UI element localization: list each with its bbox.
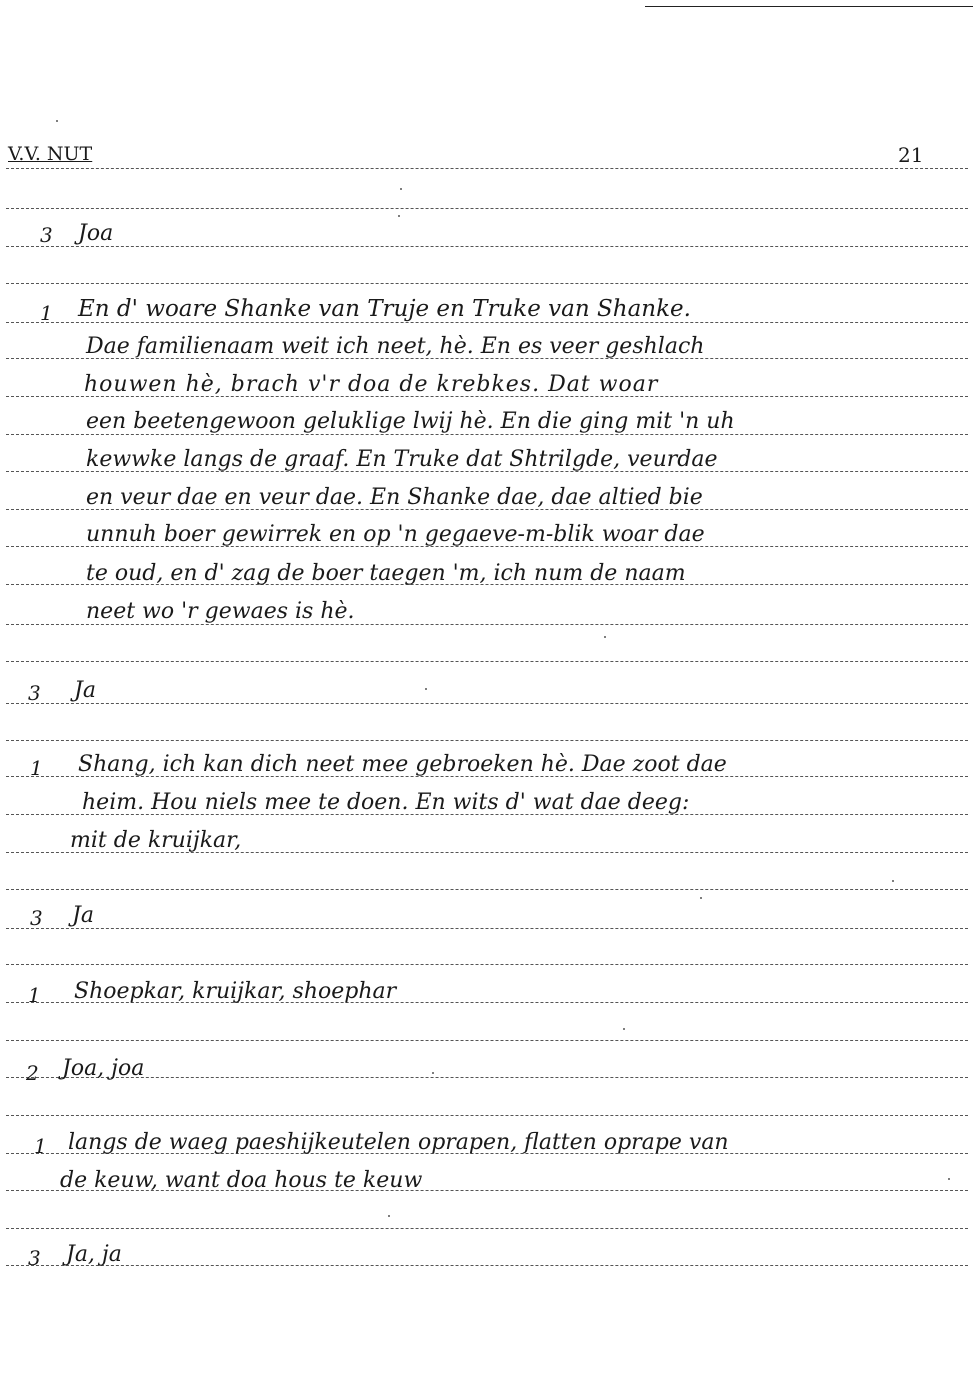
scan-speck — [388, 1215, 390, 1217]
transcript-line: Ja — [72, 903, 94, 928]
transcript-line: unnuh boer gewirrek en op 'n gegaeve-m-blik woar dae — [86, 522, 705, 547]
ruled-line — [6, 1228, 968, 1229]
ruled-line — [6, 1265, 968, 1266]
speaker-number: 2 — [26, 1061, 39, 1085]
ruled-line — [6, 928, 968, 929]
scan-speck — [432, 1072, 434, 1074]
speaker-number: 1 — [30, 756, 43, 780]
ruled-line — [6, 624, 968, 625]
scan-speck — [400, 188, 402, 190]
transcript-line: een beetengewoon geluklige lwij hè. En die ging mit 'n uh — [86, 409, 735, 434]
transcript-line: Dae familienaam weit ich neet, hè. En es veer geshlach — [86, 334, 705, 359]
scan-speck — [948, 1178, 950, 1180]
ruled-line — [6, 1115, 968, 1116]
speaker-number: 1 — [40, 301, 53, 325]
transcript-line: mit de kruijkar, — [70, 828, 242, 853]
page-number: 21 — [898, 143, 924, 167]
speaker-number: 3 — [30, 906, 43, 930]
transcript-line: langs de waeg paeshijkeutelen oprapen, flatten oprape van — [68, 1130, 729, 1155]
transcript-line: Joa — [78, 221, 114, 246]
transcript-line: houwen hè, brach v'r doa de krebkes. Dat woar — [84, 372, 659, 397]
speaker-number: 1 — [34, 1134, 47, 1158]
ruled-line — [6, 703, 968, 704]
scan-speck — [398, 215, 400, 217]
ruled-line — [6, 661, 968, 662]
transcript-line: Joa, joa — [62, 1056, 145, 1081]
scan-speck — [604, 636, 606, 638]
ruled-line — [6, 168, 968, 169]
transcript-line: kewwke langs de graaf. En Truke dat Shtrilgde, veurdae — [86, 447, 718, 472]
ruled-line — [6, 322, 968, 323]
scan-speck — [700, 897, 702, 899]
scan-speck — [623, 1028, 625, 1030]
speaker-number: 3 — [28, 1246, 41, 1270]
transcript-line: de keuw, want doa hous te keuw — [60, 1168, 423, 1193]
header-name: V.V. NUT — [8, 143, 93, 165]
speaker-number: 3 — [40, 223, 53, 247]
transcript-line: En d' woare Shanke van Truje en Truke van Shanke. — [78, 296, 691, 322]
ruled-line — [6, 740, 968, 741]
transcript-line: Shoepkar, kruijkar, shoephar — [74, 979, 397, 1004]
transcript-line: te oud, en d' zag de boer taegen 'm, ich num de naam — [86, 561, 686, 586]
scan-speck — [425, 688, 427, 690]
transcript-line: Shang, ich kan dich neet mee gebroeken hè. Dae zoot dae — [78, 752, 727, 777]
transcript-line: Ja — [74, 678, 96, 703]
speaker-number: 1 — [28, 983, 41, 1007]
ruled-line — [6, 1040, 968, 1041]
ruled-line — [6, 283, 968, 284]
transcript-line: Ja, ja — [66, 1242, 122, 1267]
top-rule — [645, 6, 973, 7]
scan-speck — [56, 120, 58, 122]
ruled-line — [6, 889, 968, 890]
ruled-line — [6, 246, 968, 247]
ruled-line — [6, 1077, 968, 1078]
transcript-line: heim. Hou niels mee te doen. En wits d' wat dae deeg: — [82, 790, 690, 815]
transcript-line: en veur dae en veur dae. En Shanke dae, dae altied bie — [86, 485, 703, 510]
ruled-line — [6, 434, 968, 435]
transcript-line: neet wo 'r gewaes is hè. — [86, 599, 355, 624]
speaker-number: 3 — [28, 681, 41, 705]
scan-speck — [892, 880, 894, 882]
ruled-line — [6, 964, 968, 965]
ruled-line — [6, 208, 968, 209]
